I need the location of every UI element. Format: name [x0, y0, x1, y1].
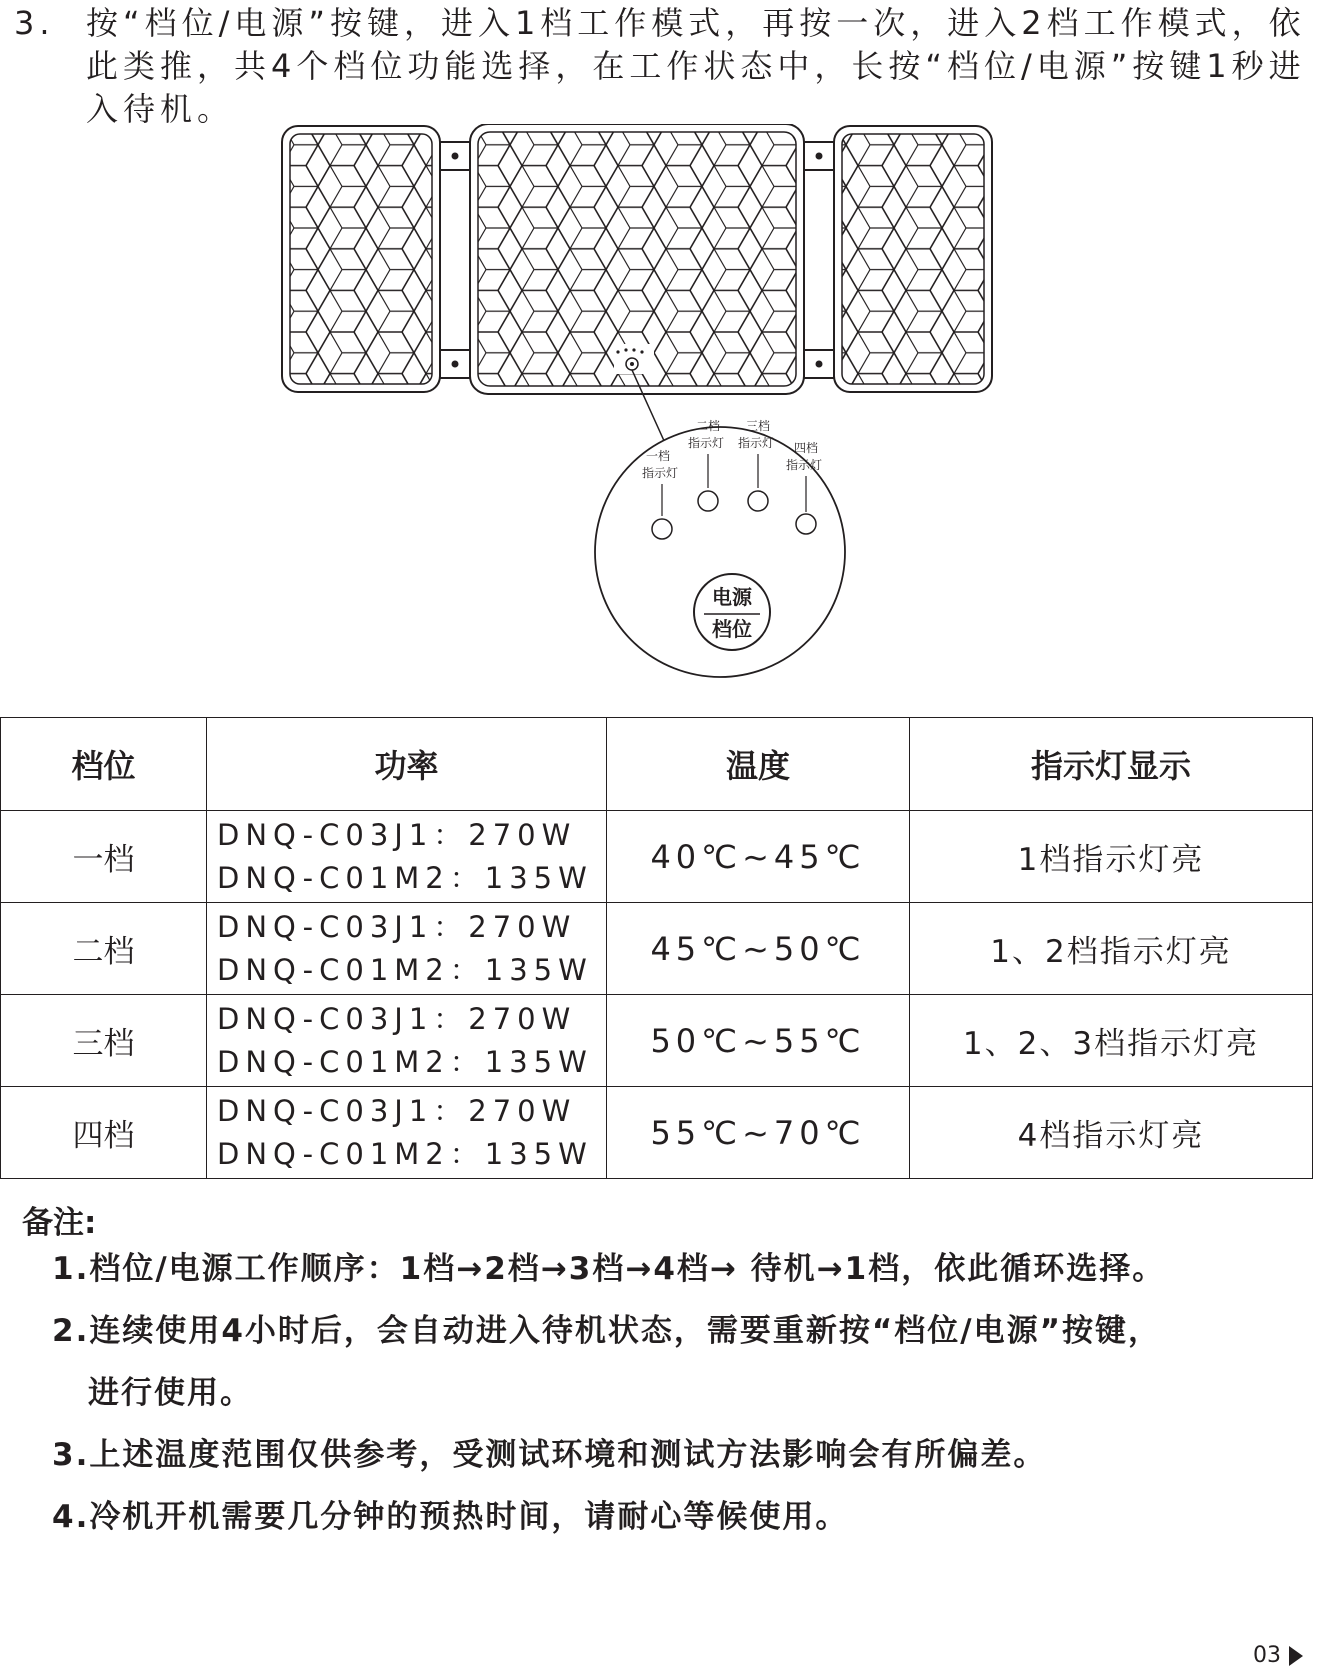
notes-section	[22, 1197, 1322, 1562]
table-row	[1, 811, 1313, 903]
left-panel	[282, 126, 440, 392]
power-line: DNQ-C03J1：270W	[217, 1093, 577, 1128]
note-item	[52, 1314, 1322, 1410]
note-text: 上述温度范围仅供参考，受测试环境和测试方法影响会有所偏差。	[89, 1437, 1047, 1473]
note-text: 连续使用4小时后，会自动进入待机状态，需要重新按“档位/电源”按键，	[89, 1313, 1161, 1349]
note-text: 档位/电源工作顺序：1档→2档→3档→4档→ 待机→1档，依此循环选择。	[89, 1251, 1166, 1287]
indicator-cell: 1、2档指示灯亮	[910, 903, 1313, 995]
note-number: 3.	[52, 1437, 90, 1473]
right-panel	[834, 126, 992, 392]
indicator-light-1	[652, 519, 672, 539]
indicator-cell: 1档指示灯亮	[910, 811, 1313, 903]
intro-text: 按“档位/电源”按键，进入1档工作模式，再按一次，进入2档工作模式，依此类推，共4个档位功能选择，在工作状态中，长按“档位/电源”按键1秒进入待机。	[86, 4, 1306, 128]
notes-list	[22, 1252, 1322, 1534]
power-line: DNQ-C01M2：135W	[217, 1136, 593, 1171]
gear-cell: 四档	[1, 1087, 207, 1179]
indicator-light-2	[698, 491, 718, 511]
note-item	[52, 1438, 1322, 1472]
temperature-cell: 55℃~70℃	[607, 1087, 910, 1179]
power-line: DNQ-C03J1：270W	[217, 1001, 577, 1036]
header-indicator: 指示灯显示	[910, 718, 1313, 811]
header-gear: 档位	[1, 718, 207, 811]
indicator-light-3	[748, 491, 768, 511]
indicator-label-3: 三档指示灯	[738, 419, 775, 450]
page-number: 03	[1253, 1643, 1281, 1668]
note-number: 2.	[52, 1313, 90, 1349]
indicator-cell: 4档指示灯亮	[910, 1087, 1313, 1179]
left-hinge	[440, 142, 470, 378]
note-item	[52, 1252, 1322, 1286]
page-footer	[1253, 1643, 1303, 1668]
center-panel	[470, 124, 804, 394]
power-cell	[207, 995, 607, 1087]
power-line: DNQ-C03J1：270W	[217, 909, 577, 944]
power-line: DNQ-C01M2：135W	[217, 952, 593, 987]
button-label-top: 电源	[712, 585, 752, 609]
note-number: 4.	[52, 1499, 90, 1535]
header-temperature: 温度	[607, 718, 910, 811]
power-cell	[207, 1087, 607, 1179]
table-row	[1, 995, 1313, 1087]
temperature-cell: 45℃~50℃	[607, 903, 910, 995]
indicator-label-1: 一档指示灯	[642, 449, 679, 480]
intro-paragraph	[14, 2, 1310, 131]
power-line: DNQ-C01M2：135W	[217, 1044, 593, 1079]
table-row	[1, 903, 1313, 995]
control-panel-magnified	[595, 418, 845, 677]
gear-cell: 二档	[1, 903, 207, 995]
indicator-light-4	[796, 514, 816, 534]
notes-title: 备注:	[22, 1205, 97, 1241]
header-power: 功率	[207, 718, 607, 811]
power-line: DNQ-C03J1：270W	[217, 817, 577, 852]
note-number: 1.	[52, 1251, 90, 1287]
note-text-continued: 进行使用。	[88, 1375, 253, 1411]
indicator-label-4: 四档指示灯	[786, 441, 823, 472]
intro-number: 3.	[14, 4, 55, 42]
gear-cell: 三档	[1, 995, 207, 1087]
power-cell	[207, 903, 607, 995]
power-cell	[207, 811, 607, 903]
heater-panel-diagram	[270, 124, 1050, 694]
right-hinge	[804, 142, 834, 378]
power-line: DNQ-C01M2：135W	[217, 860, 593, 895]
gear-cell: 一档	[1, 811, 207, 903]
note-text: 冷机开机需要几分钟的预热时间，请耐心等候使用。	[89, 1499, 849, 1535]
note-item	[52, 1500, 1322, 1534]
indicator-label-2: 二档指示灯	[688, 419, 725, 450]
next-arrow-icon	[1289, 1646, 1303, 1666]
temperature-cell: 40℃~45℃	[607, 811, 910, 903]
temperature-cell: 50℃~55℃	[607, 995, 910, 1087]
indicator-cell: 1、2、3档指示灯亮	[910, 995, 1313, 1087]
table-header-row	[1, 718, 1313, 811]
gear-spec-table	[0, 717, 1313, 1179]
table-row	[1, 1087, 1313, 1179]
button-label-bottom: 档位	[712, 617, 752, 641]
